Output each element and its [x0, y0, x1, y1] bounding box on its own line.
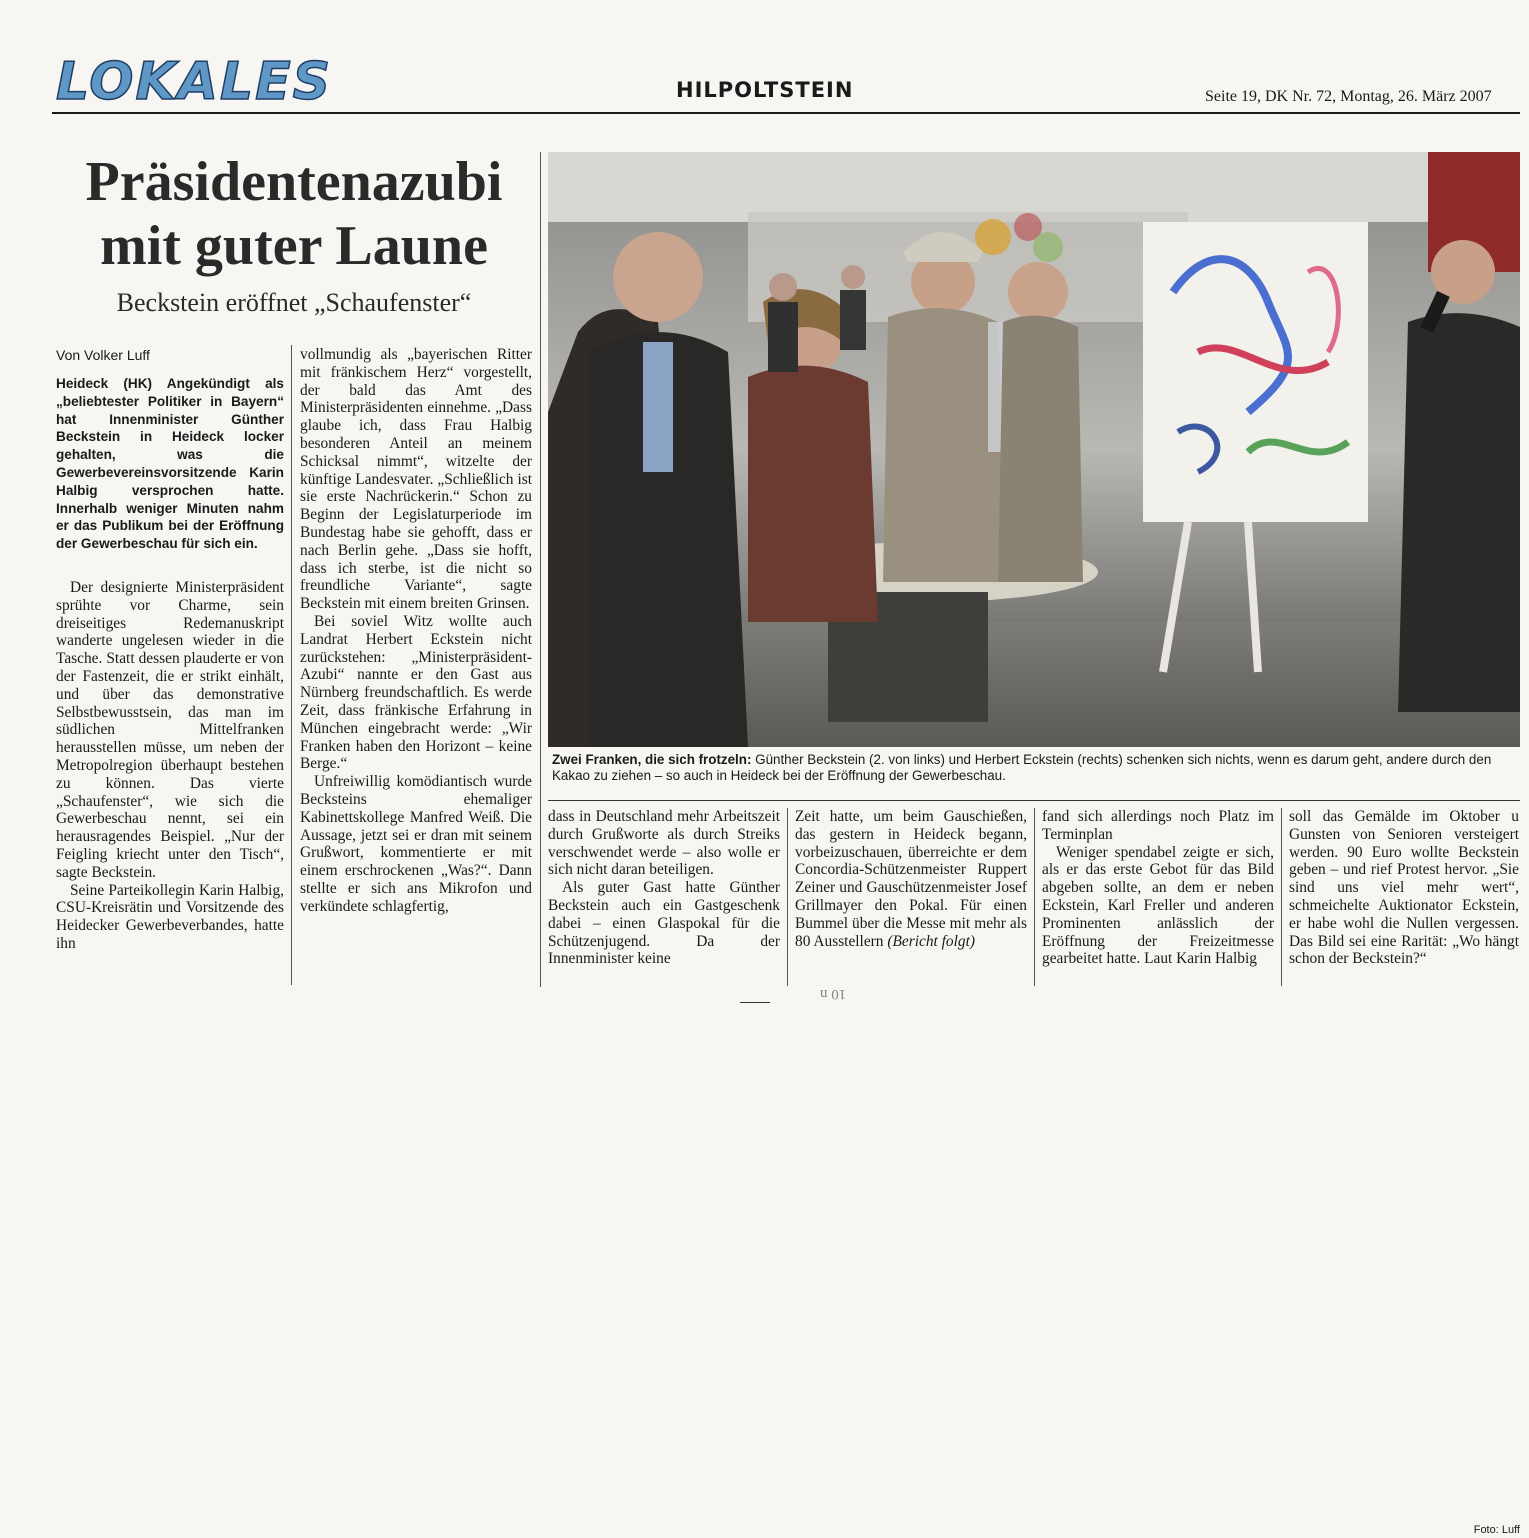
column-divider	[291, 345, 292, 985]
column-6	[1289, 808, 1519, 968]
end-mark	[740, 1002, 770, 1003]
paragraph: Als guter Gast hatte Günther Beckstein auch ein Gastgeschenk dabei – einen Glaspokal für die Schützenjugend. Da der Innenminister keine	[548, 879, 780, 968]
column-divider	[1281, 808, 1282, 986]
section-title: LOKALES	[56, 52, 333, 112]
headline	[56, 150, 532, 278]
headline-line-1: Präsidentenazubi	[85, 151, 503, 213]
caption-lead: Zwei Franken, die sich frotzeln:	[552, 752, 752, 767]
report-note: (Bericht folgt)	[887, 932, 975, 950]
paragraph: Unfreiwillig komödiantisch wurde Becksteins ehemaliger Kabinettskollege Manfred Weiß. Die Aussage, jetzt sei er dran mit seinem Grußwort, kommentierte er mit einem erschrockenen „Was?“. Dann stellte er sich ans Mikrofon und verkündete schlagfertig,	[300, 773, 532, 915]
column-2	[300, 346, 532, 916]
location-label: HILPOLTSTEIN	[676, 78, 854, 102]
paragraph: fand sich allerdings noch Platz im Terminplan	[1042, 808, 1274, 843]
article-photo	[548, 152, 1520, 747]
column-divider	[1034, 808, 1035, 986]
column-divider	[787, 808, 788, 986]
photo-credit: Foto: Luff	[1473, 1524, 1520, 1536]
paragraph: soll das Gemälde im Oktober u Gunsten von Senioren versteigert werden. 90 Euro wollte Beckstein geben – und rief Protest hervor. „Sie sind uns viel mehr wert“, schmeichelte Auktionator Eckstein, er habe wohl die Nullen vergessen. Das Bild sei eine Rarität: „Wo hängt schon der Beckstein?“	[1289, 808, 1519, 968]
bleed-through-mark: 10 n	[820, 986, 847, 1002]
column-5	[1042, 808, 1274, 968]
column-divider	[540, 152, 541, 987]
subheadline: Beckstein eröffnet „Schaufenster“	[116, 288, 472, 317]
caption-rule	[548, 800, 1520, 801]
column-1	[56, 375, 284, 953]
paragraph: Weniger spendabel zeigte er sich, als er das erste Gebot für das Bild abgeben sollte, an dem er neben Eckstein, Karl Freller und anderen Prominenten anlässlich der Eröffnung der Freizeitmesse gearbeitet hatte. Laut Karin Halbig	[1042, 843, 1274, 968]
lead-paragraph: Heideck (HK) Angekündigt als „beliebtester Politiker in Bayern“ hat Innenminister Günther Beckstein in Heideck locker gehalten, was die Gewerbevereinsvorsitzende Karin Halbig versprochen hatte. Innerhalb weniger Minuten nahm er das Publikum bei der Eröffnung der Gewerbeschau für sich ein.	[56, 376, 284, 552]
column-3	[548, 808, 780, 968]
header-rule	[52, 112, 1520, 114]
photo-scene	[548, 152, 1520, 747]
paragraph: vollmundig als „bayerischen Ritter mit fränkischem Herz“ vorgestellt, der bald das Amt des Ministerpräsidenten einnehme. „Dass glaube ich, dass Frau Halbig besonderen Anteil an meinem Schicksal nimmt“, witzelte der künftige Landesvater. „Schließlich ist sie erste Nachrückerin.“ Schon zu Beginn der Legislaturperiode im Bundestag habe sie gehofft, dass er nach Berlin gehe. „Dass sie hofft, dass ich sterbe, ist die nicht so freundliche Variante“, sagte Beckstein mit einem breiten Grinsen.	[300, 346, 532, 613]
paragraph: dass in Deutschland mehr Arbeitszeit durch Grußworte als durch Streiks verschwendet werde – also wolle er sich nicht daran beteiligen.	[548, 808, 780, 879]
paragraph: Bei soviel Witz wollte auch Landrat Herbert Eckstein nicht zurückstehen: „Ministerpräsident-Azubi“ nannte er den Gast aus Nürnberg freundschaftlich. Es werde Zeit, dass fränkische Erfahrung in München eingebracht werde: „Wir Franken haben den Horizont – keine Berge.“	[300, 612, 532, 773]
paragraph: Seine Parteikollegin Karin Halbig, CSU-Kreisrätin und Vorsitzende des Heidecker Gewerbeverbandes, hatte ihn	[56, 881, 284, 952]
byline: Von Volker Luff	[56, 347, 150, 363]
headline-line-2: mit guter Laune	[100, 215, 488, 277]
paragraph-text: Zeit hatte, um beim Gauschießen, das gestern in Heideck begann, vorbeizuschauen, überreichte er dem Concordia-Schützenmeister Ruppert Zeiner und Gauschützenmeister Josef Grillmayer den Pokal. Für einen Bummel über die Messe mit mehr als 80 Ausstellern	[795, 808, 1027, 950]
caption-text: Günther Beckstein (2. von links) und Herbert Eckstein (rechts) schenken sich nichts, wenn es darum geht, andere durch den Kakao zu ziehen – so auch in Heideck bei der Eröffnung der Gewerbeschau.	[552, 752, 1492, 783]
paragraph: Der designierte Ministerpräsident sprühte vor Charme, sein dreiseitiges Redemanuskript wanderte ungelesen wieder in die Tasche. Statt dessen plauderte er von der Fastenzeit, die er strikt einhält, und über das demonstrative Selbstbewusstsein, das man im südlichen Mittelfranken herausstellen müsse, um neben der Metropolregion überhaupt bestehen zu können. Das vierte „Schaufenster“, wie sich die Gewerbeschau nennt, sei ein herausragendes Beispiel. „Nur der Feigling kriecht unter den Tisch“, sagte Beckstein.	[56, 578, 284, 881]
column-4	[795, 808, 1027, 950]
page-info: Seite 19, DK Nr. 72, Montag, 26. März 2007	[1205, 88, 1492, 105]
paragraph	[795, 808, 1027, 950]
